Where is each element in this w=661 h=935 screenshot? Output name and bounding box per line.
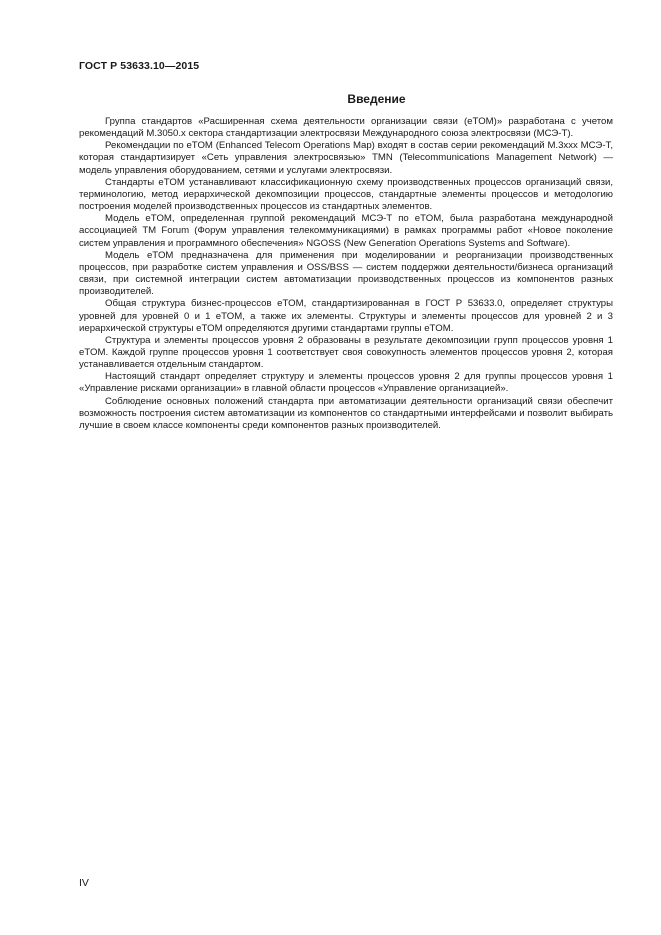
section-title bbox=[0, 92, 661, 106]
paragraph: Стандарты eTOM устанавливают классификационную схему производственных процессов организаций связи, терминологию, метод иерархической декомпозиции процессов, стандартные элементы процессов и методологию построения моделей производственных процессов из стандартных элементов. bbox=[79, 176, 613, 213]
body-text bbox=[79, 116, 613, 432]
paragraph: Структура и элементы процессов уровня 2 образованы в результате декомпозиции групп процессов уровня 1 eTOM. Каждой группе процессов уровня 1 соответствует своя совокупность элементов процессов уровня 2, которая устанавливается отдельным стандартом. bbox=[79, 334, 613, 371]
document-header: ГОСТ Р 53633.10—2015 bbox=[79, 60, 200, 72]
paragraph: Рекомендации по eTOM (Enhanced Telecom Operations Map) входят в состав серии рекомендаций М.3ххх МСЭ-Т, которая стандартизирует «Сеть управления электросвязью» TMN (Telecommunications Management Network) — модель управления оборудованием, сетями и услугами электросвязи. bbox=[79, 140, 613, 176]
paragraph: Общая структура бизнес-процессов eTOM, стандартизированная в ГОСТ Р 53633.0, определяет структуры уровней для уровней 0 и 1 eTOM, а также их элементы. Структуры и элементы процессов для уровней 2 и 3 иерархической структуры eTOM определяются другими стандартами группы eTOM. bbox=[79, 298, 613, 334]
paragraph: Модель eTOM предназначена для применения при моделировании и реорганизации производственных процессов, при разработке систем управления и OSS/BSS — систем поддержки деятельности/бизнеса организаций связи, при системной интеграции систем автоматизации производственных процессов из компонентов разных производителей. bbox=[79, 249, 613, 298]
paragraph: Модель eTOM, определенная группой рекомендаций МСЭ-Т по eTOM, была разработана международной ассоциацией TM Forum (Форум управления телекоммуникациями) в рамках программы работ «Новое поколение систем управления и программного обеспечения» NGOSS (New Generation Operations Systems and Software). bbox=[79, 213, 613, 249]
page-number: IV bbox=[79, 877, 89, 889]
paragraph: Группа стандартов «Расширенная схема деятельности организации связи (eTOM)» разработана с учетом рекомендаций М.3050.х сектора стандартизации электросвязи Международного союза электросвязи (МСЭ-Т). bbox=[79, 116, 613, 140]
paragraph: Соблюдение основных положений стандарта при автоматизации деятельности организаций связи обеспечит возможность построения систем автоматизации из компонентов со стандартными интерфейсами и позволит выбирать лучшие в своем классе компоненты среди компонентов разных производителей. bbox=[79, 395, 613, 431]
paragraph: Настоящий стандарт определяет структуру и элементы процессов уровня 2 для группы процессов уровня 1 «Управление рисками организации» в главной области процессов «Управление организацией». bbox=[79, 371, 613, 395]
section-title-text: Введение bbox=[347, 92, 406, 106]
